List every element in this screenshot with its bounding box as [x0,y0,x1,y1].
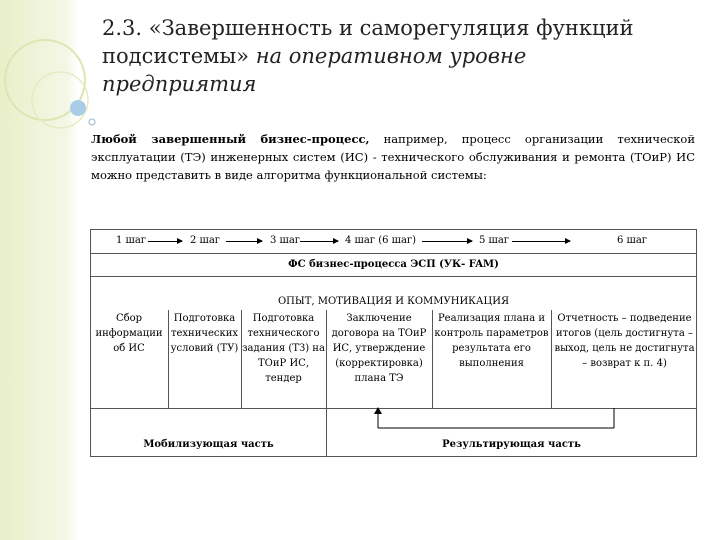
function-cell: Сбор информации об ИС [95,313,163,354]
step-arrow [300,241,338,242]
step-label: 6 шаг [617,235,648,246]
title-line-2-plain: подсистемы» [102,44,250,68]
resulting-part-label: Результирующая часть [442,439,581,450]
step-label: 2 шаг [190,235,221,246]
step-label: 3 шаг [270,235,301,246]
row-divider [90,408,697,409]
intro-paragraph [91,130,695,184]
function-cell: Реализация плана и контроль параметров результата его выполнения [434,313,549,369]
step-arrow [512,241,570,242]
function-cell: Заключение договора на ТОиР ИС, утверждение (корректировка) плана ТЭ [331,313,427,384]
col-divider [551,310,552,408]
fs-label: ФС бизнес-процесса ЭСП (УК- FAM) [288,259,499,270]
title-line-2-italic: на оперативном уровне [249,44,527,68]
intro-bold: Любой завершенный бизнес-процесс, [91,132,370,146]
intro-text: например, процесс организации технической эксплуатации (ТЭ) инженерных систем (ИС) - технического обслуживания и ремонта (ТОиР) ИС можно представить в виде алгоритма функциональной системы: [91,132,695,182]
row-divider [90,276,697,277]
function-cell: Подготовка технического задания (ТЗ) на ТОиР ИС, тендер [242,313,325,384]
title-line-1: 2.3. «Завершенность и саморегуляция функций [102,16,634,40]
mobilizing-part-label: Мобилизующая часть [143,439,274,450]
page-title [102,14,702,98]
step-arrow [148,241,182,242]
step-arrow [422,241,472,242]
step-label: 5 шаг [479,235,510,246]
step-arrow [226,241,262,242]
experience-label: ОПЫТ, МОТИВАЦИЯ И КОММУНИКАЦИЯ [277,296,510,307]
function-cell: Отчетность – подведение итогов (цель достигнута – выход, цель не достигнута – возврат к п. 4) [554,313,695,369]
row-divider [90,253,697,254]
step-label: 1 шаг [116,235,147,246]
title-line-3: предприятия [102,72,257,96]
function-cell: Подготовка технических условий (ТУ) [170,313,239,354]
title-line-2 [102,42,702,70]
step-label: 4 шаг (6 шаг) [345,235,417,246]
